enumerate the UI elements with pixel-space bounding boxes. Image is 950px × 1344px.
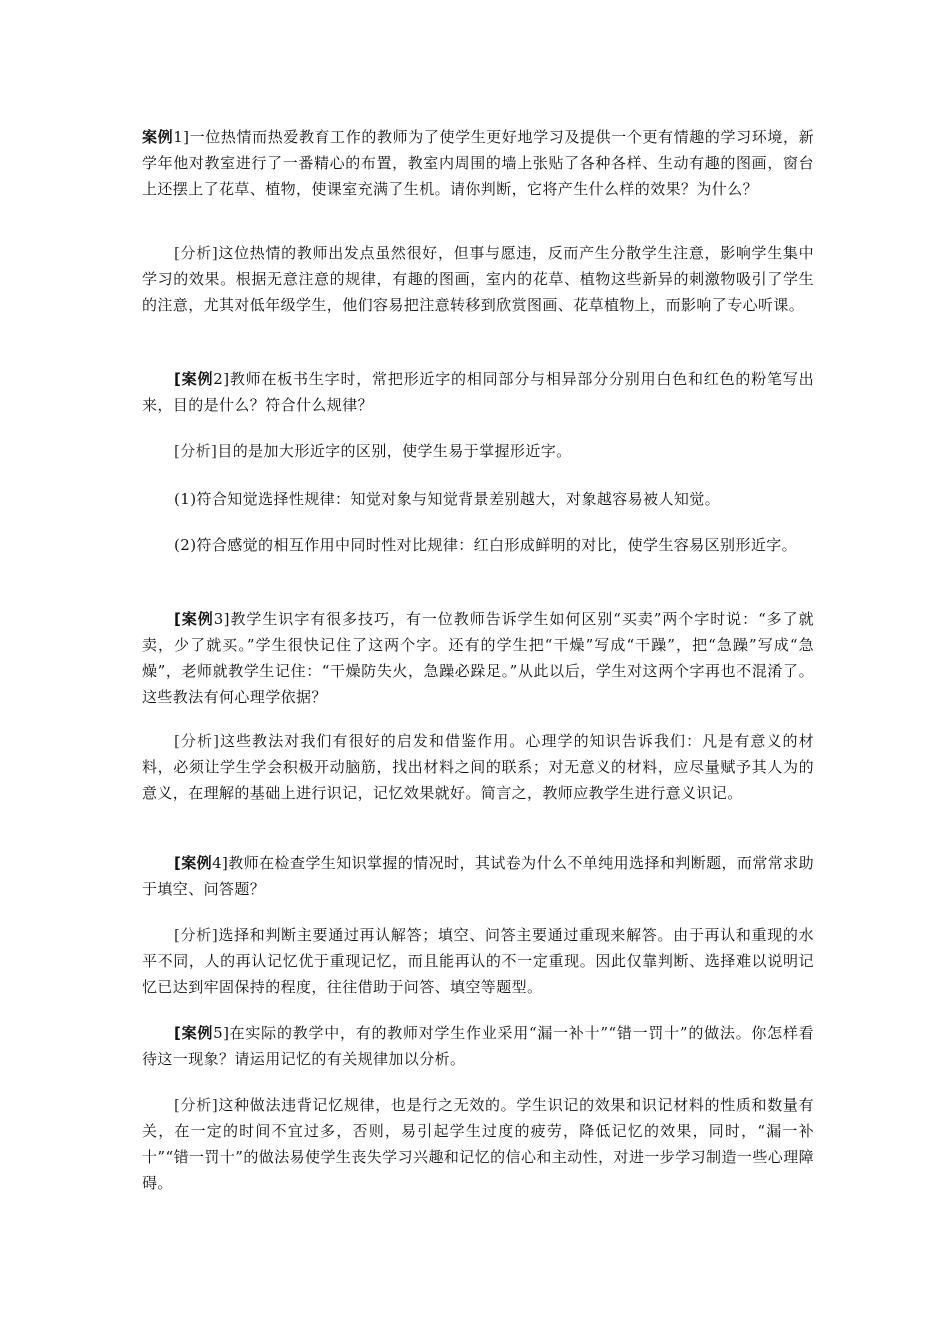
case-4-label: [案例	[174, 854, 213, 872]
case-2-text: 教师在板书生字时，常把形近字的相同部分与相异部分分别用白色和红色的粉笔写出来，目的是什么？符合什么规律？	[142, 370, 814, 414]
case-5-question	[142, 1020, 814, 1072]
case-1-question	[142, 124, 814, 202]
case-4-analysis-label: [分析]	[174, 926, 219, 944]
case-3-text: 教学生识字有很多技巧，有一位教师告诉学生如何区别“买卖”两个字时说：“多了就卖，少了就买。”学生很快记住了这两个字。还有的学生把“干燥”写成“干躁”，把“急躁”写成“急燥”，老师就教学生记住：“干燥防失火，急躁必跺足。”从此以后，学生对这两个字再也不混淆了。这些教法有何心理学依据？	[142, 610, 814, 706]
case-2-number: 2]	[213, 370, 230, 388]
case-3-question	[142, 606, 814, 710]
case-5-text: 在实际的教学中，有的教师对学生作业采用“漏一补十”“错一罚十”的做法。你怎样看待这一现象？请运用记忆的有关规律加以分析。	[142, 1024, 815, 1068]
case-2-analysis-label: [分析]	[174, 442, 218, 460]
case-1-text: 一位热情而热爱教育工作的教师为了使学生更好地学习及提供一个更有情趣的学习环境，新学年他对教室进行了一番精心的布置，教室内周围的墙上张贴了各种各样、生动有趣的图画，窗台上还摆上了花草、植物，使课室充满了生机。请你判断，它将产生什么样的效果？为什么？	[142, 128, 814, 198]
case-1-analysis	[142, 240, 814, 318]
case-5-analysis	[142, 1092, 814, 1196]
case-2-point-2: (2)符合感觉的相互作用中同时性对比规律：红白形成鲜明的对比，使学生容易区别形近字。	[174, 536, 798, 554]
case-1-analysis-label: [分析]	[174, 244, 219, 262]
case-1-analysis-text: 这位热情的教师出发点虽然很好，但事与愿违，反而产生分散学生注意，影响学生集中学习的效果。根据无意注意的规律，有趣的图画，室内的花草、植物这些新异的刺激物吸引了学生的注意，尤其对低年级学生，他们容易把注意转移到欣赏图画、花草植物上，而影响了专心听课。	[142, 244, 814, 314]
case-5-label: [案例	[174, 1024, 214, 1042]
case-2-question	[142, 366, 814, 418]
case-5-analysis-text: 这种做法违背记忆规律，也是行之无效的。学生识记的效果和识记材料的性质和数量有关，在一定的时间不宜过多，否则，易引起学生过度的疲劳，降低记忆的效果，同时，“漏一补十”“错一罚十”的做法易使学生丧失学习兴趣和记忆的信心和主动性，对进一步学习制造一些心理障碍。	[142, 1096, 814, 1192]
case-4-question	[142, 850, 814, 902]
case-2-analysis-text: 目的是加大形近字的区别，使学生易于掌握形近字。	[217, 442, 572, 460]
case-4-text: 教师在检查学生知识掌握的情况时，其试卷为什么不单纯用选择和判断题，而常常求助于填空、问答题？	[142, 854, 814, 898]
case-2-label: [案例	[174, 370, 214, 388]
case-3-label: [案例	[174, 610, 214, 628]
case-4-number: 4]	[212, 854, 229, 872]
case-3-number: 3]	[213, 610, 230, 628]
case-1-label: 案例	[142, 128, 174, 146]
case-5-number: 5]	[213, 1024, 230, 1042]
case-2-point-1: (1)符合知觉选择性规律：知觉对象与知觉背景差别越大，对象越容易被人知觉。	[174, 490, 721, 508]
case-3-analysis-label: [分析]	[174, 732, 220, 750]
case-3-analysis-text: 这些教法对我们有很好的启发和借鉴作用。心理学的知识告诉我们：凡是有意义的材料，必须让学生学会积极开动脑筋，找出材料之间的联系；对无意义的材料，应尽量赋予其人为的意义，在理解的基础上进行识记，记忆效果就好。简言之，教师应教学生进行意义识记。	[142, 732, 814, 802]
case-2-analysis	[142, 438, 814, 464]
case-5-analysis-label: [分析]	[174, 1096, 219, 1114]
case-4-analysis	[142, 922, 814, 1000]
case-3-analysis	[142, 728, 814, 806]
case-1-number: 1]	[173, 128, 190, 146]
case-4-analysis-text: 选择和判断主要通过再认解答；填空、问答主要通过重现来解答。由于再认和重现的水平不同，人的再认记忆优于重现记忆，而且能再认的不一定重现。因此仅靠判断、选择难以说明记忆已达到牢固保持的程度，往往借助于问答、填空等题型。	[142, 926, 814, 996]
